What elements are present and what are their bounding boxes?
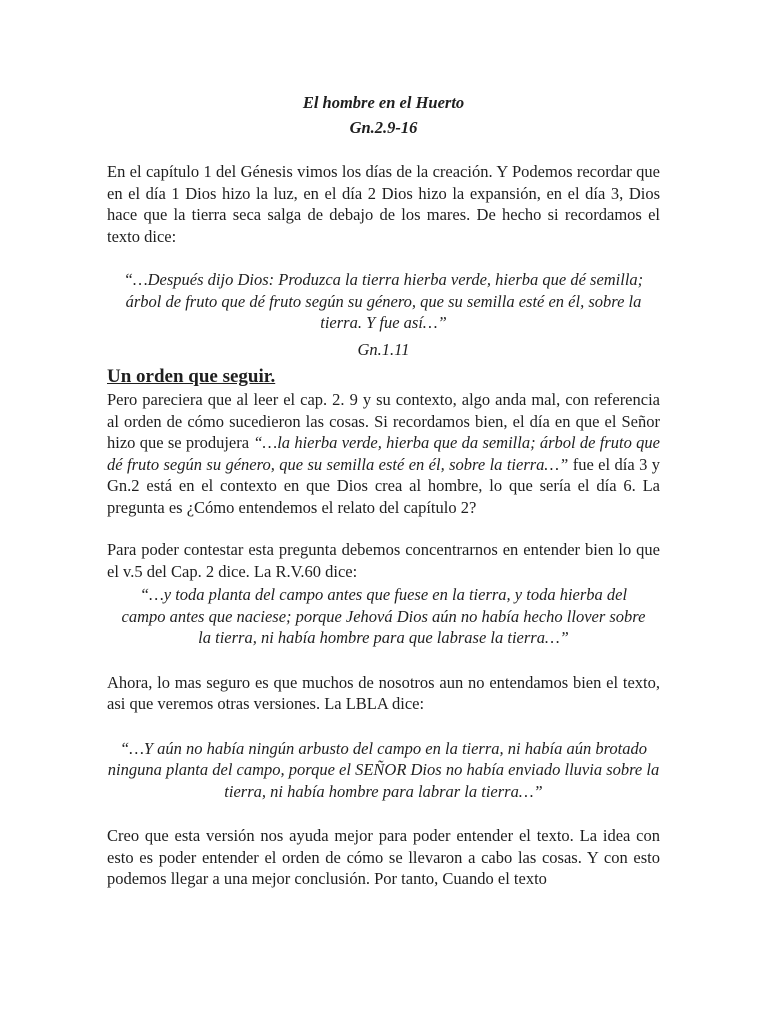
document-reference: Gn.2.9-16 [349,118,418,137]
paragraph-intro: En el capítulo 1 del Génesis vimos los días de la creación. Y Podemos recordar que en el día 1 Dios hizo la luz, en el día 2 Dios hizo la expansión, en el día 3, Dios hace que la tierra seca salga de debajo de los mares. De hecho si recordamos el texto dice: [107,162,660,246]
paragraph-order-text-a: Pero pareciera que al leer el cap. 2. 9 y su contexto, algo anda mal, con referencia al orden de cómo sucedieron las cosas. Si recordamos bien, el día en que el Señor hizo que se produjera [107,390,660,452]
quote-rv60: “…y toda planta del campo antes que fuese en la tierra, y toda hierba del campo antes que naciese; porque Jehová Dios aún no había hecho llover sobre la tierra, ni había hombre para que labrase la tierra…” [121,585,646,647]
quote-genesis-1-11: “…Después dijo Dios: Produzca la tierra hierba verde, hierba que dé semilla; árbol de fruto que dé fruto según su género, que su semilla esté en él, sobre la tierra. Y fue así…” [123,270,644,332]
quote-lbla: “…Y aún no había ningún arbusto del campo en la tierra, ni había aún brotado ninguna planta del campo, porque el SEÑOR Dios no había enviado lluvia sobre la tierra, ni había hombre para labrar la tierra…” [107,738,660,801]
document-title: El hombre en el Huerto [302,93,465,112]
paragraph-order-italic-quote: “…la hierba verde, hierba que da semilla; árbol de fruto que dé fruto según su género, que su semilla esté en él, sobre la tierra…” [107,433,661,474]
section-heading: Un orden que seguir. [107,366,276,387]
quote-reference: Gn.1.11 [357,339,410,359]
paragraph-order [107,389,660,518]
paragraph-conclusion: Creo que esta versión nos ayuda mejor para poder entender el texto. La idea con esto es poder entender el orden de cómo se llevaron a cabo las cosas. Y con esto podemos llegar a una mejor conclusión. Por tanto, Cuando el texto [107,826,660,888]
paragraph-question: Para poder contestar esta pregunta debemos concentrarnos en entender bien lo que el v.5 del Cap. 2 dice. La R.V.60 dice: [107,540,660,581]
paragraph-order-text-b: fue el día 3 y Gn.2 está en el contexto en que Dios crea al hombre, lo que sería el día 6. La pregunta es ¿Cómo entendemos el relato del capítulo 2? [107,454,660,517]
document-page [107,90,660,890]
paragraph-versions: Ahora, lo mas seguro es que muchos de nosotros aun no entendamos bien el texto, asi que veremos otras versiones. La LBLA dice: [107,672,660,713]
